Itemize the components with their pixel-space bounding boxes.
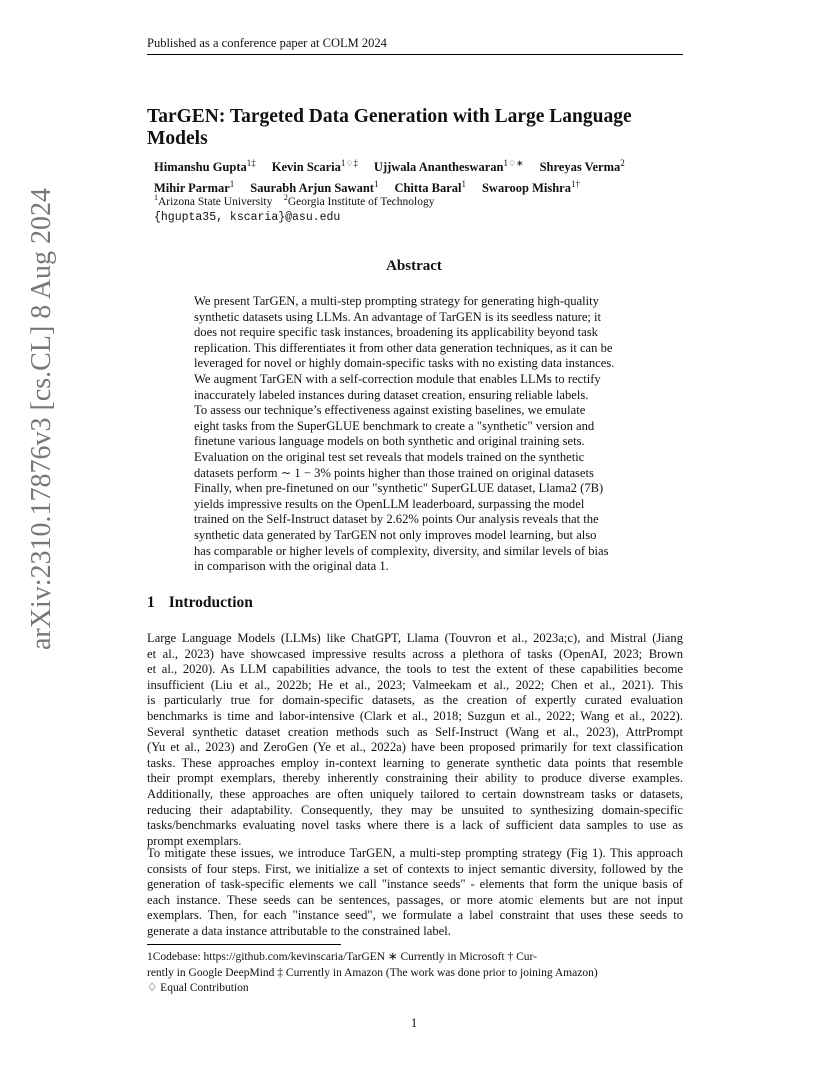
abstract-body: [194, 294, 637, 575]
author-name: Himanshu Gupta$^{1\ddagger}$: [154, 158, 256, 175]
author-name: Shreyas Verma$^2$: [539, 158, 625, 175]
text-line: in comparison with the original data 1.: [194, 559, 389, 574]
text-line: To assess our technique’s effectiveness against existing baselines, we emulate: [194, 403, 586, 418]
section-number: 1: [147, 594, 155, 611]
text-line: Evaluation on the original test set reveals that models trained on the synthetic: [194, 449, 585, 464]
intro-paragraph-1: [147, 631, 683, 849]
author-name: Ujjwala Anantheswaran$^{1♢∗}$: [373, 158, 524, 175]
footnote: [147, 950, 683, 997]
text-line: (Yu et al., 2023) and ZeroGen (Ye et al., 2022a) have been proposed primarily for text classification: [147, 740, 683, 755]
arxiv-stamp: [6, 188, 57, 650]
arxiv-stamp-text: arXiv:2310.17876v3 [cs.CL] 8 Aug 2024: [26, 188, 57, 650]
text-line: Large Language Models (LLMs) like ChatGPT, Llama (Touvron et al., 2023a;c), and Mistral (Jiang: [147, 631, 683, 645]
text-line: inaccurately labeled instances during dataset creation, ensuring reliable labels.: [194, 387, 589, 402]
text-line: prompt exemplars.: [147, 833, 242, 848]
text-line: rently in Google DeepMind ‡ Currently in Amazon (The work was done prior to joining Amazon): [147, 966, 598, 979]
section-title: Introduction: [168, 594, 253, 611]
affiliation-2: Georgia Institute of Technology: [287, 195, 435, 208]
text-line: ♢ Equal Contribution: [147, 982, 249, 994]
text-line: is particularly true for domain-specific datasets, as the creation of expertly curated evaluation: [147, 693, 683, 708]
author-name: Kevin Scaria$^{1♢\ddagger}$: [271, 158, 358, 175]
text-line: each instance. These seeds can be sentences, passages, or more atomic elements but are not input: [147, 892, 683, 907]
text-line: eight tasks from the SuperGLUE benchmark to create a "synthetic" version and: [194, 418, 595, 433]
text-line: does not require specific task instances, broadening its applicability beyond task: [194, 325, 598, 340]
header-rule: [147, 54, 683, 55]
text-line: Several synthetic dataset creation methods such as Self-Instruct (Wang et al., 2023), AttrPrompt: [147, 724, 683, 739]
text-line: yields impressive results on the OpenLLM leaderboard, surpassing the model: [194, 496, 585, 511]
affiliations: [154, 190, 435, 226]
text-line: trained on the Self-Instruct dataset by 2.62% points Our analysis reveals that the: [194, 512, 599, 527]
abstract-heading: Abstract: [386, 258, 442, 274]
text-line: et al., 2023) have showcased impressive results across a plethora of tasks (OpenAI, 2023; Brown: [147, 646, 683, 661]
text-line: tasks. These approaches employ in-context learning to generate synthetic data points that resemble: [147, 755, 683, 770]
text-line: generate a data instance attributable to the constrained label.: [147, 923, 451, 938]
running-header: Published as a conference paper at COLM 2024: [147, 36, 387, 50]
author-name: Saurabh Arjun Sawant$^1$: [250, 179, 379, 196]
section-heading: [147, 594, 253, 612]
text-line: leveraged for novel or highly domain-specific tasks with no existing data instances.: [194, 356, 615, 371]
text-line: Finally, when pre-finetuned on our "synthetic" SuperGLUE dataset, Llama2 (7B): [194, 481, 604, 496]
email: {hgupta35, kscaria}@asu.edu: [154, 210, 341, 224]
text-line: replication. This differentiates it from other data generation techniques, as it can be: [194, 340, 613, 355]
affiliation-line: $^1$Arizona State University $^2$Georgia Institute of Technology: [154, 193, 435, 208]
text-line: tasks/benchmarks evaluating novel tasks where there is a lack of sufficient data samples to use as: [147, 818, 683, 833]
text-line: datasets perform ∼ 1 − 3% points higher than those trained on original datasets: [194, 465, 594, 480]
text-line: their prompt exemplars, thereby inherently constraining their ability to produce diverse examples.: [147, 771, 683, 786]
paper-title: TarGEN: Targeted Data Generation with Large Language Models: [147, 106, 632, 149]
affiliation-1: Arizona State University: [158, 195, 273, 208]
intro-paragraph-2: [147, 846, 683, 940]
text-line: 1Codebase: https://github.com/kevinscaria/TarGEN ∗ Currently in Microsoft † Cur-: [147, 951, 537, 963]
text-line: reducing their adaptability. Consequently, they may be unsuited to synthesizing domain-specific: [147, 802, 683, 817]
page-number: 1: [410, 1016, 418, 1030]
text-line: finetune various language models on both synthetic and original training sets.: [194, 434, 585, 449]
text-line: insufficient (Liu et al., 2022b; He et al., 2023; Valmeekam et al., 2022; Chen et al., 2021). This: [147, 677, 683, 692]
text-line: We augment TarGEN with a self-correction module that enables LLMs to rectify: [194, 371, 601, 386]
author-name: Mihir Parmar$^1$: [154, 179, 235, 196]
author-name: Chitta Baral$^1$: [394, 179, 466, 196]
text-line: et al., 2020). As LLM capabilities advance, the tools to test the extent of these capabilities become: [147, 662, 683, 677]
text-line: Additionally, these approaches are often uniquely tailored to certain downstream tasks or datasets,: [147, 786, 683, 801]
text-line: To mitigate these issues, we introduce TarGEN, a multi-step prompting strategy (Fig 1). This approach: [147, 846, 683, 860]
text-line: exemplars. Then, for each "instance seed", we formulate a label constraint that uses these seeds to: [147, 908, 683, 923]
footnote-rule: [147, 944, 341, 945]
text-line: has comparable or higher levels of complexity, diversity, and similar levels of bias: [194, 543, 609, 558]
author-name: Swaroop Mishra$^{1\dagger}$: [481, 179, 580, 196]
text-line: consists of four steps. First, we initialize a set of contexts to inject semantic diversity, followed by the: [147, 861, 683, 876]
text-line: benchmarks is time and labor-intensive (Clark et al., 2018; Suzgun et al., 2022; Wang et al., 2022).: [147, 708, 683, 723]
text-line: We present TarGEN, a multi-step prompting strategy for generating high-quality: [194, 294, 599, 308]
text-line: generation of task-specific elements we call "instance seeds" - elements that form the unique basis of: [147, 877, 683, 892]
text-line: synthetic data generated by TarGEN not only improves model learning, but also: [194, 527, 597, 542]
text-line: synthetic datasets using LLMs. An advantage of TarGEN is its seedless nature; it: [194, 309, 602, 324]
